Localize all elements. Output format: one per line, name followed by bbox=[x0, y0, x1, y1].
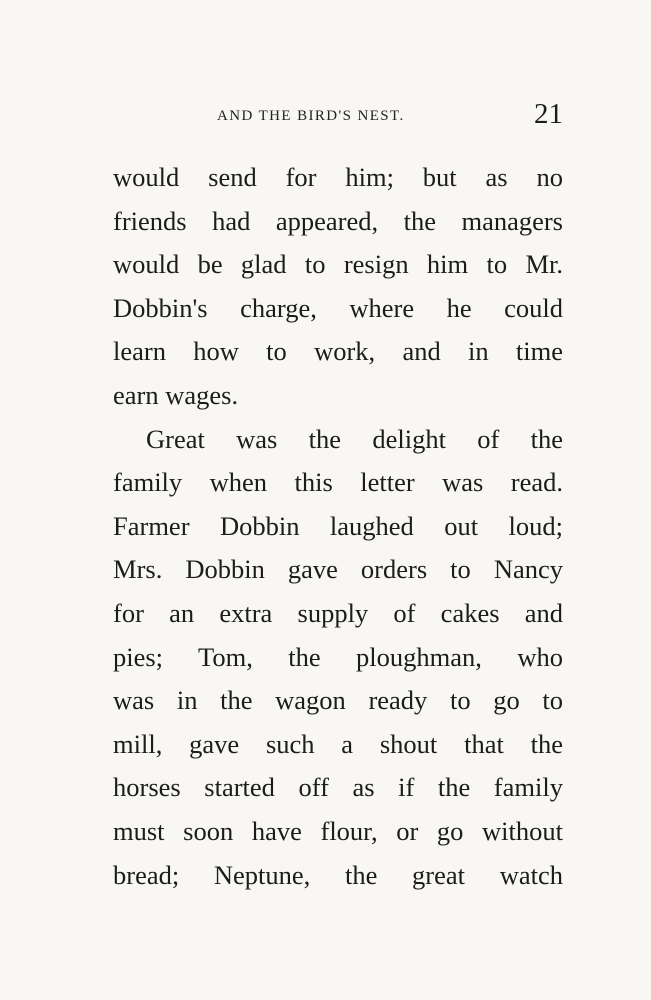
text-line: Dobbin's charge, where he could bbox=[113, 292, 563, 323]
text-line: earn wages. bbox=[113, 379, 239, 410]
text-line: for an extra supply of cakes and bbox=[113, 597, 563, 628]
text-line: was in the wagon ready to go to bbox=[113, 685, 563, 716]
text-line: bread; Neptune, the great watch bbox=[113, 859, 563, 890]
text-line: must soon have flour, or go without bbox=[113, 815, 563, 846]
text-line: pies; Tom, the ploughman, who bbox=[113, 641, 563, 672]
text-line: friends had appeared, the managers bbox=[113, 205, 563, 236]
text-line: family when this letter was read. bbox=[113, 467, 563, 498]
text-line: mill, gave such a shout that the bbox=[113, 728, 563, 759]
page-header bbox=[113, 100, 563, 136]
running-head: AND THE BIRD'S NEST. bbox=[217, 108, 405, 124]
text-line: learn how to work, and in time bbox=[113, 336, 563, 367]
text-line: Farmer Dobbin laughed out loud; bbox=[113, 510, 563, 541]
text-line: would send for him; but as no bbox=[113, 162, 563, 192]
text-line: Great was the delight of the bbox=[146, 423, 563, 454]
page-number: 21 bbox=[534, 98, 563, 130]
body-text bbox=[113, 156, 563, 897]
text-line: horses started off as if the family bbox=[113, 772, 563, 803]
text-line: Mrs. Dobbin gave orders to Nancy bbox=[113, 554, 563, 585]
text-line: would be glad to resign him to Mr. bbox=[113, 249, 563, 280]
